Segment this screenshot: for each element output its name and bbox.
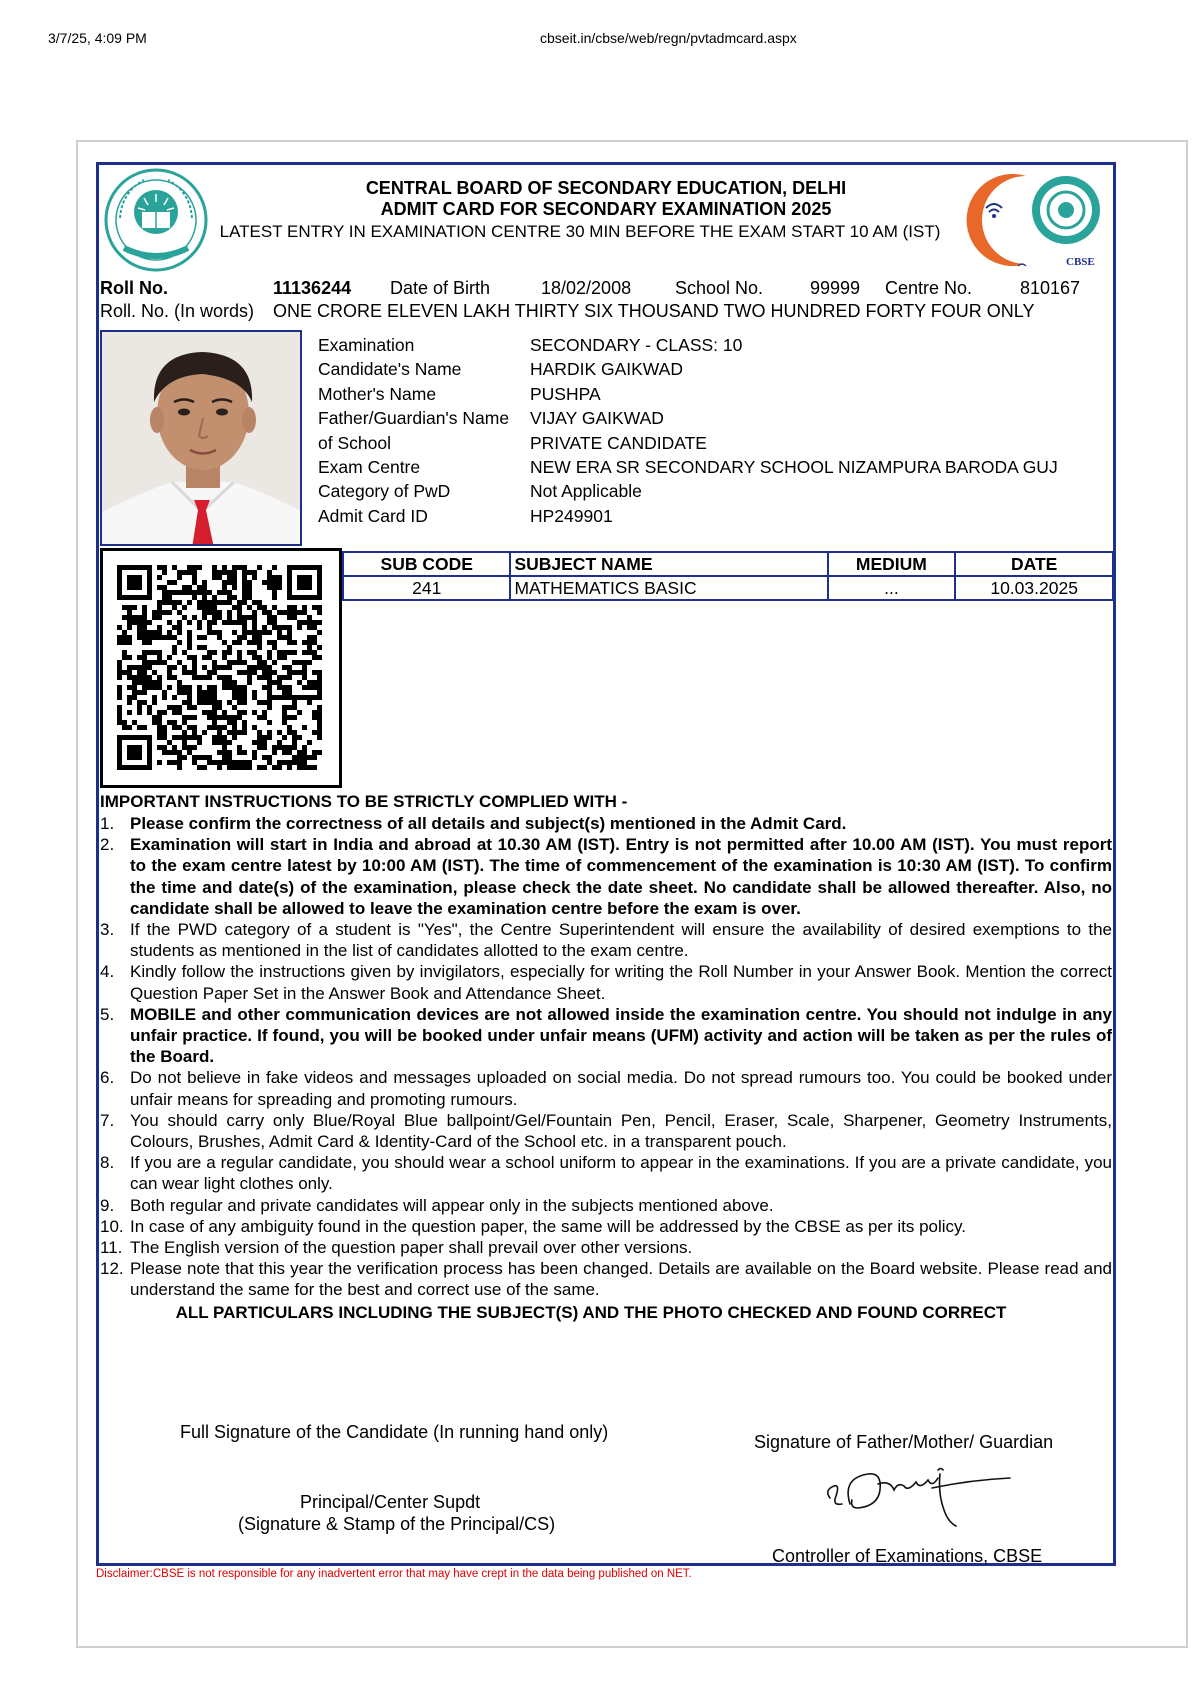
detail-value: Not Applicable: [530, 481, 642, 502]
qr-code: [100, 548, 342, 788]
board-name: CENTRAL BOARD OF SECONDARY EDUCATION, DELHI: [365, 178, 847, 198]
col-subject-name: SUBJECT NAME: [510, 552, 827, 576]
item-text: Examination will start in India and abroad at 10.30 AM (IST). Entry is not permitted after 10.00 AM (IST). You must report to the exam centre latest by 10:00 AM (IST). The time of commencement of the examination is 10:30 AM (IST). To confirm the time and date(s) of the examination, please check the date sheet. No candidate shall be allowed thereafter. Also, no candidate shall be allowed to leave the examination centre before the exam is over.: [130, 835, 1112, 918]
item-number: 5.: [100, 1004, 115, 1024]
list-item: [100, 919, 1112, 961]
controller-title: Controller of Examinations, CBSE: [772, 1546, 1043, 1566]
item-number: 8.: [100, 1153, 115, 1173]
dob-value: 18/02/2008: [541, 278, 632, 298]
detail-value: SECONDARY - CLASS: 10: [530, 335, 743, 355]
date-cell: 10.03.2025: [955, 576, 1113, 600]
detail-label: Admit Card ID: [318, 505, 428, 526]
list-item: [100, 834, 1112, 919]
medium-cell: ...: [828, 576, 956, 600]
item-text: Both regular and private candidates will appear only in the subjects mentioned above.: [130, 1195, 774, 1215]
item-number: 6.: [100, 1068, 115, 1088]
list-item: [100, 961, 1112, 1003]
item-text: Please note that this year the verification process has been changed. Details are available on the Board website. Please read and understand the same for the best and correct use of the same.: [130, 1259, 1112, 1300]
detail-value: VIJAY GAIKWAD: [530, 408, 664, 429]
item-number: 9.: [100, 1195, 115, 1215]
candidate-photo: [100, 330, 302, 546]
col-date: DATE: [955, 552, 1113, 576]
print-url: cbseit.in/cbse/web/regn/pvtadmcard.aspx: [540, 30, 797, 46]
item-text: Do not believe in fake videos and messages uploaded on social media. Do not spread rumours too. You could be booked under unfair means for spreading and promoting rumours.: [130, 1068, 1112, 1109]
principal-title: Principal/Center Supdt: [300, 1492, 481, 1512]
principal-signature-note: (Signature & Stamp of the Principal/CS): [238, 1514, 556, 1534]
disclaimer: Disclaimer:CBSE is not responsible for any inadvertent error that may have crept in the data being published on NET.: [96, 1568, 692, 1580]
detail-value: PUSHPA: [530, 383, 601, 404]
item-text: Please confirm the correctness of all details and subject(s) mentioned in the Admit Card.: [130, 814, 847, 833]
roll-words-label: Roll. No. (In words): [100, 301, 255, 321]
guardian-signature-label: Signature of Father/Mother/ Guardian: [754, 1432, 1054, 1452]
centre-no-label: Centre No.: [885, 278, 973, 298]
item-number: 3.: [100, 920, 115, 940]
item-text: You should carry only Blue/Royal Blue ballpoint/Gel/Fountain Pen, Pencil, Eraser, Scale, Sharpener, Geometry Instruments, Colours, Brushes, Admit Card & Identity-Card of the School etc. in a transparent pouch.: [130, 1110, 1112, 1152]
item-text: In case of any ambiguity found in the question paper, the same will be addressed by the CBSE as per its policy.: [130, 1216, 966, 1236]
roll-value: 11136244: [273, 278, 352, 298]
sub-code-cell: 241: [343, 576, 510, 600]
detail-label: Father/Guardian's Name: [318, 408, 510, 429]
item-number: 11.: [100, 1238, 123, 1258]
detail-label: Candidate's Name: [318, 359, 462, 380]
detail-value: PRIVATE CANDIDATE: [530, 432, 707, 453]
item-number: 12.: [100, 1259, 124, 1279]
item-number: 10.: [100, 1216, 124, 1236]
list-item: [100, 1216, 1112, 1237]
list-item: [100, 813, 1112, 834]
item-text: If you are a regular candidate, you should wear a school uniform to appear in the examinations. If you are a private candidate, you can wear light clothes only.: [130, 1153, 1112, 1194]
list-item: [100, 1110, 1112, 1152]
instructions-list: [100, 813, 1112, 1323]
print-header: [0, 30, 1200, 50]
list-item: [100, 1004, 1112, 1068]
subject-table-header: [343, 552, 1113, 576]
detail-label: of School: [318, 432, 391, 453]
detail-label: Exam Centre: [318, 457, 421, 477]
col-medium: MEDIUM: [828, 552, 956, 576]
detail-value: HP249901: [530, 505, 613, 526]
roll-words-value: ONE CRORE ELEVEN LAKH THIRTY SIX THOUSAND TWO HUNDRED FORTY FOUR ONLY: [273, 301, 1035, 321]
list-item: [100, 1067, 1112, 1109]
detail-label: Category of PwD: [318, 481, 451, 502]
item-number: 1.: [100, 814, 115, 833]
item-number: 2.: [100, 835, 115, 855]
instructions-footer: ALL PARTICULARS INCLUDING THE SUBJECT(S) AND THE PHOTO CHECKED AND FOUND CORRECT: [175, 1302, 1007, 1322]
item-text: MOBILE and other communication devices are not allowed inside the examination centre. You should not indulge in any unfair practice. If found, you will be booked under unfair means (UFM) activity and action will be taken as per the rules of the Board.: [130, 1004, 1112, 1067]
col-sub-code: SUB CODE: [343, 552, 510, 576]
subject-name-cell: MATHEMATICS BASIC: [510, 576, 827, 600]
card-title: ADMIT CARD FOR SECONDARY EXAMINATION 2025: [380, 199, 832, 219]
school-no-label: School No.: [675, 278, 764, 298]
instructions-title: IMPORTANT INSTRUCTIONS TO BE STRICTLY COMPLIED WITH -: [100, 792, 628, 811]
item-text: Kindly follow the instructions given by invigilators, especially for writing the Roll Number in your Answer Book. Mention the correct Question Paper Set in the Answer Book and Attendance Sheet.: [130, 962, 1112, 1003]
list-item: [100, 1152, 1112, 1194]
list-item: [100, 1195, 1112, 1216]
dob-label: Date of Birth: [390, 278, 491, 298]
item-text: If the PWD category of a student is "Yes", the Centre Superintendent will ensure the availability of desired exemptions to the students as mentioned in the list of candidates allotted to the exam centre.: [130, 920, 1112, 961]
centre-no-value: 810167: [1020, 278, 1081, 298]
item-number: 7.: [100, 1110, 115, 1130]
detail-value: NEW ERA SR SECONDARY SCHOOL NIZAMPURA BARODA GUJ: [530, 457, 1058, 477]
candidate-signature-label: Full Signature of the Candidate (In running hand only): [180, 1422, 609, 1442]
subject-table: [342, 551, 1114, 601]
school-no-value: 99999: [810, 278, 861, 298]
right-logo-caption: CBSE: [1066, 256, 1095, 268]
detail-label: Examination: [318, 335, 415, 355]
detail-label: Mother's Name: [318, 383, 437, 404]
list-item: [100, 1258, 1112, 1300]
roll-label: Roll No.: [100, 278, 168, 298]
item-text: The English version of the question paper shall prevail over other versions.: [130, 1238, 693, 1258]
detail-value: HARDIK GAIKWAD: [530, 359, 683, 380]
table-row: [343, 576, 1113, 600]
controller-signature-icon: [820, 1460, 1020, 1530]
print-timestamp: 3/7/25, 4:09 PM: [48, 30, 147, 46]
entry-notice: LATEST ENTRY IN EXAMINATION CENTRE 30 MIN BEFORE THE EXAM START 10 AM (IST): [219, 222, 941, 241]
item-number: 4.: [100, 962, 115, 982]
list-item: [100, 1237, 1112, 1258]
